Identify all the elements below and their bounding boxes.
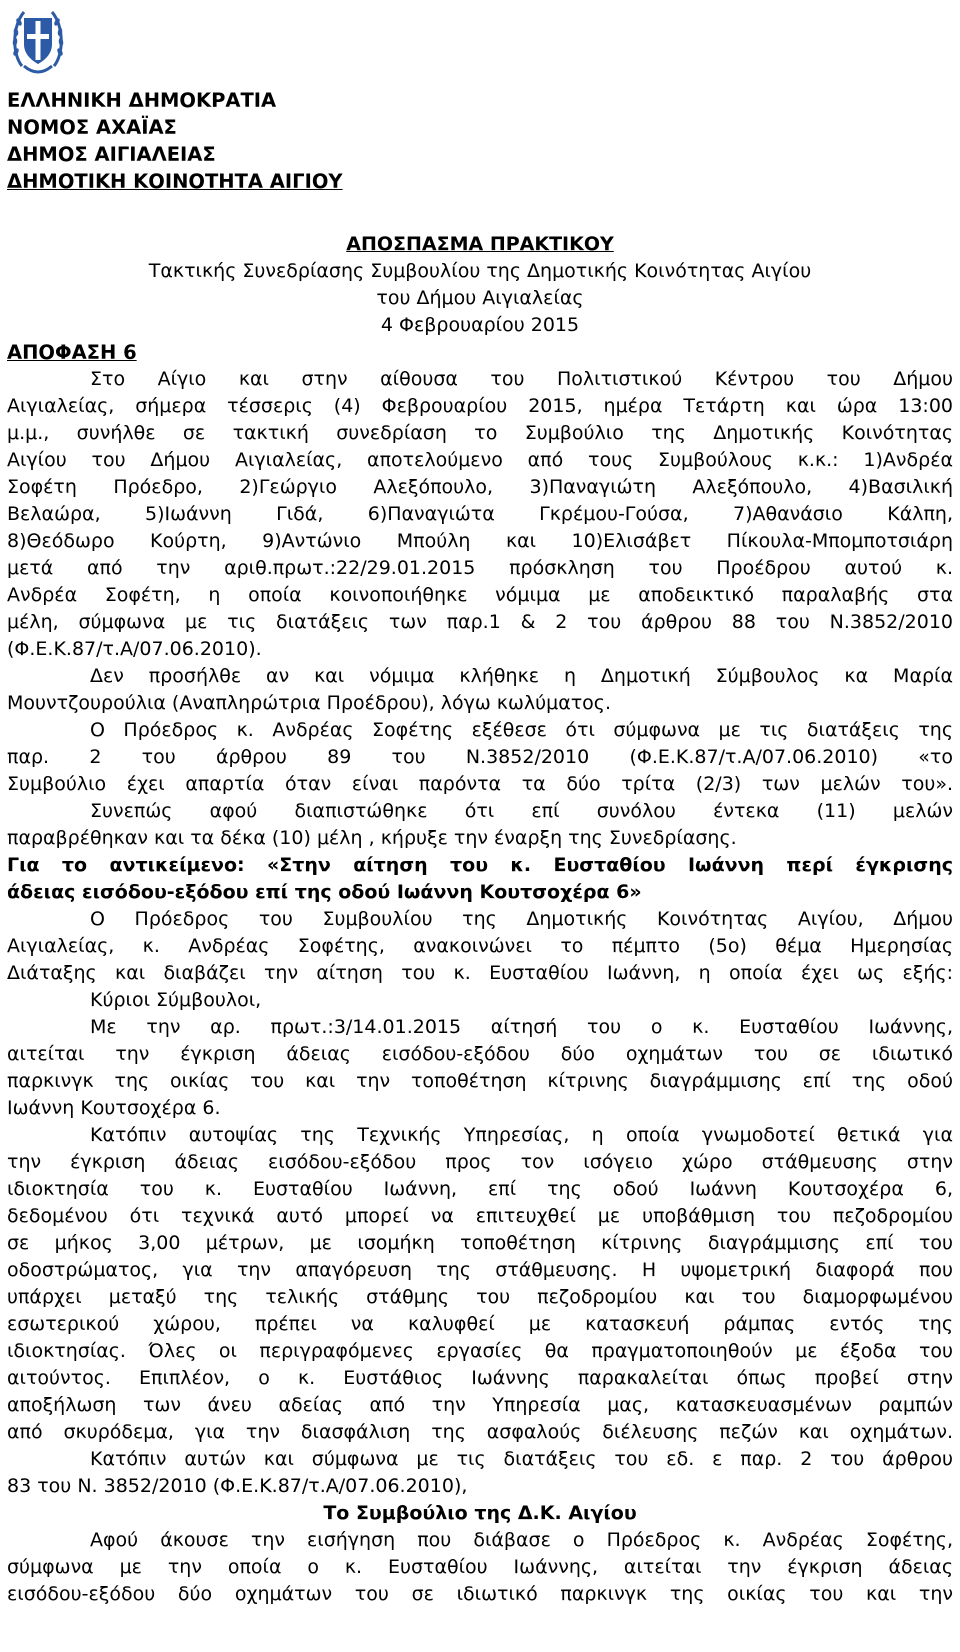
- body-line: Στο Αίγιο και στην αίθουσα του Πολιτιστικού Κέντρου του Δήμου: [90, 368, 953, 390]
- body-line: σύμφωνα με την οποία ο κ. Ευσταθίου Ιωάννης, αιτείται την έγκριση άδειας: [7, 1556, 953, 1578]
- body-line: την έγκριση άδειας εισόδου-εξόδου προς τον ισόγειο χώρο στάθμευσης στην: [7, 1151, 953, 1173]
- body-line: υπάρχει μεταξύ της τελικής στάθμης του πεζοδρομίου και του διαμορφωμένου: [7, 1286, 953, 1308]
- council-heading: Το Συμβούλιο της Δ.Κ. Αιγίου: [323, 1502, 637, 1524]
- session-subtitle-municipality: του Δήμου Αιγιαλείας: [376, 287, 584, 309]
- body-line: Αιγίου του Δήμου Αιγιαλείας, αποτελούμενο από τους Συμβούλους κ.κ.: 1)Ανδρέα: [7, 449, 953, 471]
- header-prefecture: ΝΟΜΟΣ ΑΧΑΪΑΣ: [7, 116, 177, 139]
- body-line: παρκινγκ της οικίας του και την τοποθέτηση κίτρινης διαγράμμισης επί της οδού: [7, 1070, 953, 1092]
- body-line: Με την αρ. πρωτ.:3/14.01.2015 αίτησή του ο κ. Ευσταθίου Ιωάννης,: [90, 1016, 953, 1038]
- body-line: Κατόπιν αυτοψίας της Τεχνικής Υπηρεσίας, η οποία γνωμοδοτεί θετικά για: [90, 1124, 953, 1146]
- subject-line: άδειας εισόδου-εξόδου επί της οδού Ιωάννη Κουτσοχέρα 6»: [7, 881, 642, 903]
- subject-line: Για το αντικείμενο: «Στην αίτηση του κ. Ευσταθίου Ιωάννη περί έγκρισης: [7, 854, 953, 876]
- body-line: Βελαώρα, 5)Ιωάννη Γιδά, 6)Παναγιώτα Γκρέμου-Γούσα, 7)Αθανάσιο Κάλπη,: [7, 503, 953, 525]
- body-line: παρ. 2 του άρθρου 89 του Ν.3852/2010 (Φ.Ε.Κ.87/τ.Α/07.06.2010) «το: [7, 746, 953, 768]
- greek-state-emblem-icon: [10, 4, 66, 80]
- body-line: Σοφέτη Πρόεδρο, 2)Γεώργιο Αλεξόπουλο, 3)Παναγιώτη Αλεξόπουλο, 4)Βασιλική: [7, 476, 953, 498]
- body-line: ιδιοκτησία του κ. Ευσταθίου Ιωάννη, επί της οδού Ιωάννη Κουτσοχέρα 6,: [7, 1178, 953, 1200]
- salutation: Κύριοι Σύμβουλοι,: [90, 989, 262, 1011]
- body-line: Δεν προσήλθε αν και νόμιμα κλήθηκε η Δημοτική Σύμβουλος κα Μαρία: [90, 665, 953, 687]
- decision-label: ΑΠΟΦΑΣΗ 6: [7, 341, 137, 364]
- body-line: μετά από την αριθ.πρωτ.:22/29.01.2015 πρόσκληση του Προέδρου αυτού κ.: [7, 557, 953, 579]
- header-country: ΕΛΛΗΝΙΚΗ ΔΗΜΟΚΡΑΤΙΑ: [7, 89, 277, 112]
- header-community: ΔΗΜΟΤΙΚΗ ΚΟΙΝΟΤΗΤΑ ΑΙΓΙΟΥ: [7, 170, 343, 193]
- body-line: εισόδου-εξόδου δύο οχημάτων του σε ιδιωτικό παρκινγκ της οικίας του και την: [7, 1583, 953, 1605]
- document-page: [7, 0, 953, 1652]
- body-line: αιτούντος. Επιπλέον, ο κ. Ευστάθιος Ιωάννης παρακαλείται όπως προβεί στην: [7, 1367, 953, 1389]
- body-line: παραβρέθηκαν και τα δέκα (10) μέλη , κήρυξε την έναρξη της Συνεδρίασης.: [7, 827, 737, 849]
- body-line: Αιγιαλείας, κ. Ανδρέας Σοφέτης, ανακοινώνει το πέμπτο (5ο) θέμα Ημερησίας: [7, 935, 953, 957]
- body-line: ιδιοκτησίας. Όλες οι περιγραφόμενες εργασίες θα πραγματοποιηθούν με έξοδα του: [7, 1340, 953, 1362]
- body-line: Αφού άκουσε την εισήγηση που διάβασε ο Πρόεδρος κ. Ανδρέας Σοφέτης,: [90, 1529, 953, 1551]
- body-line: (Φ.Ε.Κ.87/τ.Α/07.06.2010).: [7, 638, 262, 660]
- body-line: Κατόπιν αυτών και σύμφωνα με τις διατάξεις του εδ. ε παρ. 2 του άρθρου: [90, 1448, 953, 1470]
- body-line: εσωτερικού χώρου, πρέπει να καλυφθεί με κατασκευή ράμπας εντός της: [7, 1313, 953, 1335]
- session-date: 4 Φεβρουαρίου 2015: [380, 314, 580, 336]
- body-line: δεδομένου ότι τεχνικά αυτό μπορεί να επιτευχθεί με υποβάθμιση του πεζοδρομίου: [7, 1205, 953, 1227]
- body-line: Διάταξης και διαβάζει την αίτηση του κ. Ευσταθίου Ιωάννη, η οποία έχει ως εξής:: [7, 962, 953, 984]
- body-line: σε μήκος 3,00 μέτρων, με ισομήκη τοποθέτηση κίτρινης διαγράμμισης επί του: [7, 1232, 953, 1254]
- session-subtitle: Τακτικής Συνεδρίασης Συμβουλίου της Δημοτικής Κοινότητας Αιγίου: [148, 260, 812, 282]
- header-municipality: ΔΗΜΟΣ ΑΙΓΙΑΛΕΙΑΣ: [7, 143, 216, 166]
- body-line: Ιωάννη Κουτσοχέρα 6.: [7, 1097, 221, 1119]
- body-line: από σκυρόδεμα, για την διασφάλιση της ασφαλούς διέλευσης πεζών και οχημάτων.: [7, 1421, 953, 1443]
- body-line: 83 του Ν. 3852/2010 (Φ.Ε.Κ.87/τ.Α/07.06.2010),: [7, 1475, 468, 1497]
- body-line: Συνεπώς αφού διαπιστώθηκε ότι επί συνόλου έντεκα (11) μελών: [90, 800, 953, 822]
- body-line: μ.μ., συνήλθε σε τακτική συνεδρίαση το Συμβούλιο της Δημοτικής Κοινότητας: [7, 422, 953, 444]
- body-line: Συμβούλιο έχει απαρτία όταν είναι παρόντα τα δύο τρίτα (2/3) των μελών του».: [7, 773, 953, 795]
- body-line: αποξήλωση των άνευ αδείας από την Υπηρεσία μας, κατασκευασμένων ραμπών: [7, 1394, 953, 1416]
- body-line: Ο Πρόεδρος του Συμβουλίου της Δημοτικής Κοινότητας Αιγίου, Δήμου: [90, 908, 953, 930]
- body-line: Αιγιαλείας, σήμερα τέσσερις (4) Φεβρουαρίου 2015, ημέρα Τετάρτη και ώρα 13:00: [7, 395, 953, 417]
- body-line: οδοστρώματος, για την απαγόρευση της στάθμευσης. Η υψομετρική διαφορά που: [7, 1259, 953, 1281]
- body-line: Ανδρέα Σοφέτη, η οποία κοινοποιήθηκε νόμιμα με αποδεικτικό παραλαβής στα: [7, 584, 953, 606]
- document-title: ΑΠΟΣΠΑΣΜΑ ΠΡΑΚΤΙΚΟΥ: [346, 233, 614, 255]
- body-line: μέλη, σύμφωνα με τις διατάξεις των παρ.1 & 2 του άρθρου 88 του Ν.3852/2010: [7, 611, 953, 633]
- body-line: 8)Θεόδωρο Κούρτη, 9)Αντώνιο Μπούλη και 10)Ελισάβετ Πίκουλα-Μπομποτσιάρη: [7, 530, 953, 552]
- body-line: Μουντζουρούλια (Αναπληρώτρια Προέδρου), λόγω κωλύματος.: [7, 692, 611, 714]
- body-line: Ο Πρόεδρος κ. Ανδρέας Σοφέτης εξέθεσε ότι σύμφωνα με τις διατάξεις της: [90, 719, 953, 741]
- body-line: αιτείται την έγκριση άδειας εισόδου-εξόδου δύο οχημάτων του σε ιδιωτικό: [7, 1043, 953, 1065]
